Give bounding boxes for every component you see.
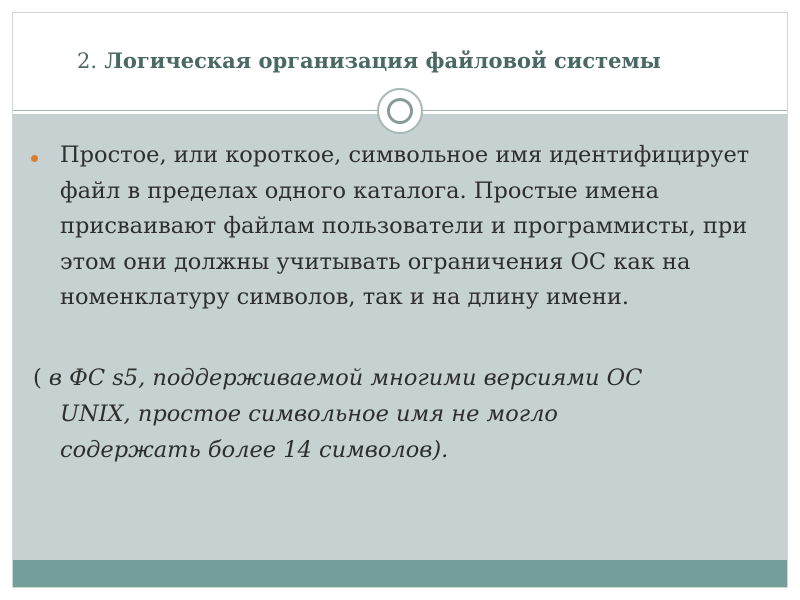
- note-line-1-text: в ФС s5, поддерживаемой многими версиями ОС: [41, 365, 643, 391]
- body-paragraph: Простое, или короткое, символьное имя идентифицирует файл в пределах одного каталога. Простые имена присваивают файлам пользователи и программисты, при этом они должны учитывать ограничения ОС как на номенклатуру символов, так и на длину имени.: [60, 142, 750, 310]
- title-text: Логическая организация файловой системы: [104, 48, 661, 73]
- slide-frame: [12, 12, 788, 588]
- note-open-paren: (: [33, 365, 42, 391]
- note-line-3: содержать более 14 символов).: [60, 437, 449, 463]
- note-line-2: UNIX, простое символьное имя не могло: [60, 401, 558, 427]
- title-number: 2.: [77, 49, 98, 73]
